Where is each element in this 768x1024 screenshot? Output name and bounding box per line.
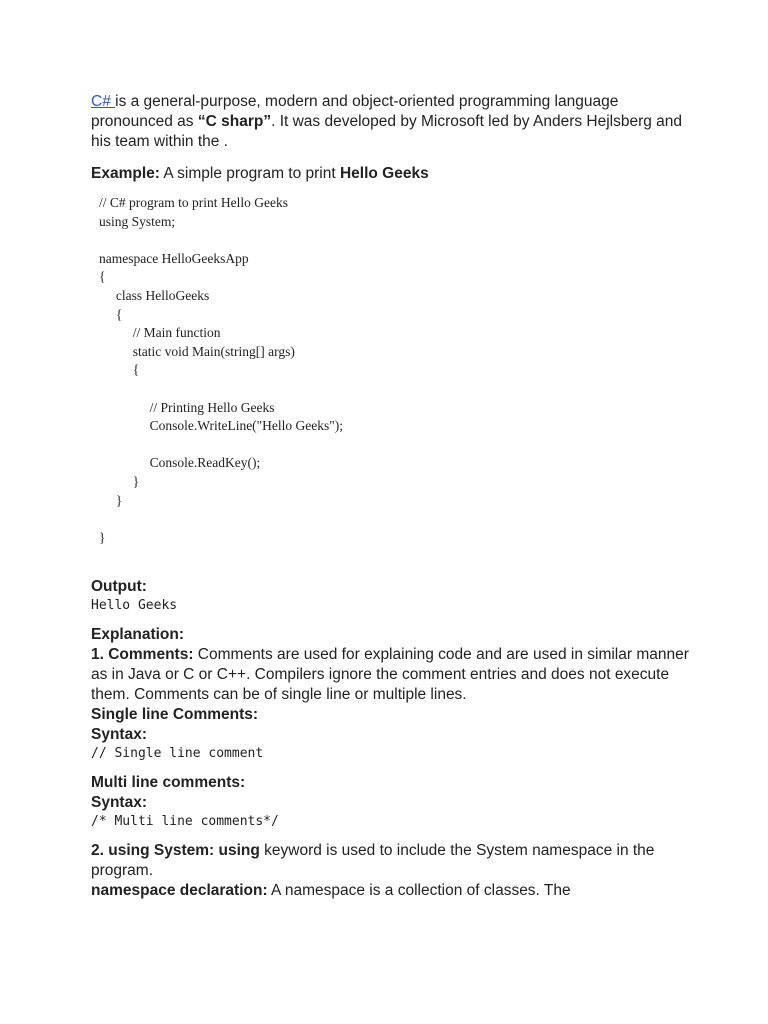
code-line: using System; (99, 213, 176, 229)
code-line: { (99, 269, 106, 285)
article-body (91, 92, 691, 901)
namespace-text: A namespace is a collection of classes. The (267, 882, 571, 900)
multi-line-label: Multi line comments: (91, 774, 246, 792)
code-line (99, 380, 691, 399)
intro-text-2: . It was developed by Microsoft led by Anders Hejlsberg and his team within the . (91, 113, 683, 150)
comments-text: Comments are used for explaining code and are used in similar manner as in Java or C or C++. Compilers ignore the comment entries and does not execute them. Comments can be of single line or multiple lines. (91, 646, 689, 704)
using-keyword: using (214, 842, 260, 860)
code-line: // C# program to print Hello Geeks (99, 195, 288, 210)
code-line: class HelloGeeks (99, 287, 210, 303)
namespace-label: namespace declaration: (91, 882, 268, 900)
code-line: // Main function (99, 325, 221, 341)
comments-label: 1. Comments: (91, 646, 194, 664)
namespace-paragraph (91, 881, 691, 901)
multi-syntax-label: Syntax: (91, 794, 147, 812)
csharp-link[interactable]: C# (91, 93, 116, 110)
single-line-label: Single line Comments: (91, 706, 259, 724)
code-line: } (99, 492, 123, 508)
output-label: Output: (91, 578, 147, 596)
single-syntax-code: // Single line comment (91, 746, 264, 762)
intro-paragraph (91, 92, 691, 152)
code-line: { (99, 306, 123, 322)
using-text: keyword is used to include the System namespace in the program. (91, 842, 655, 880)
example-heading (91, 164, 691, 184)
code-line (99, 231, 691, 250)
example-label: Example: (91, 165, 160, 182)
example-text: A simple program to print (159, 165, 340, 182)
code-line: { (99, 362, 140, 378)
output-value: Hello Geeks (91, 598, 178, 614)
code-line: Console.ReadKey(); (99, 455, 261, 471)
intro-bold-term: “C sharp” (197, 113, 272, 130)
multi-syntax-code: /* Multi line comments*/ (91, 814, 279, 830)
example-bold: Hello Geeks (339, 165, 429, 182)
code-line: namespace HelloGeeksApp (99, 250, 249, 266)
code-line: } (99, 529, 106, 545)
code-line: Console.WriteLine("Hello Geeks"); (99, 418, 344, 434)
single-syntax-label: Syntax: (91, 726, 147, 744)
code-line: static void Main(string[] args) (99, 343, 295, 359)
intro-text-1: is a general-purpose, modern and object-oriented programming language pronounced as (91, 93, 619, 130)
using-label: 2. using System: (91, 842, 215, 860)
code-line: // Printing Hello Geeks (99, 399, 275, 415)
using-paragraph (91, 841, 691, 881)
code-block (99, 194, 691, 547)
code-line: } (99, 473, 140, 489)
comments-paragraph (91, 645, 691, 705)
code-line (99, 436, 691, 455)
explanation-label: Explanation: (91, 626, 185, 644)
code-line (99, 510, 691, 529)
